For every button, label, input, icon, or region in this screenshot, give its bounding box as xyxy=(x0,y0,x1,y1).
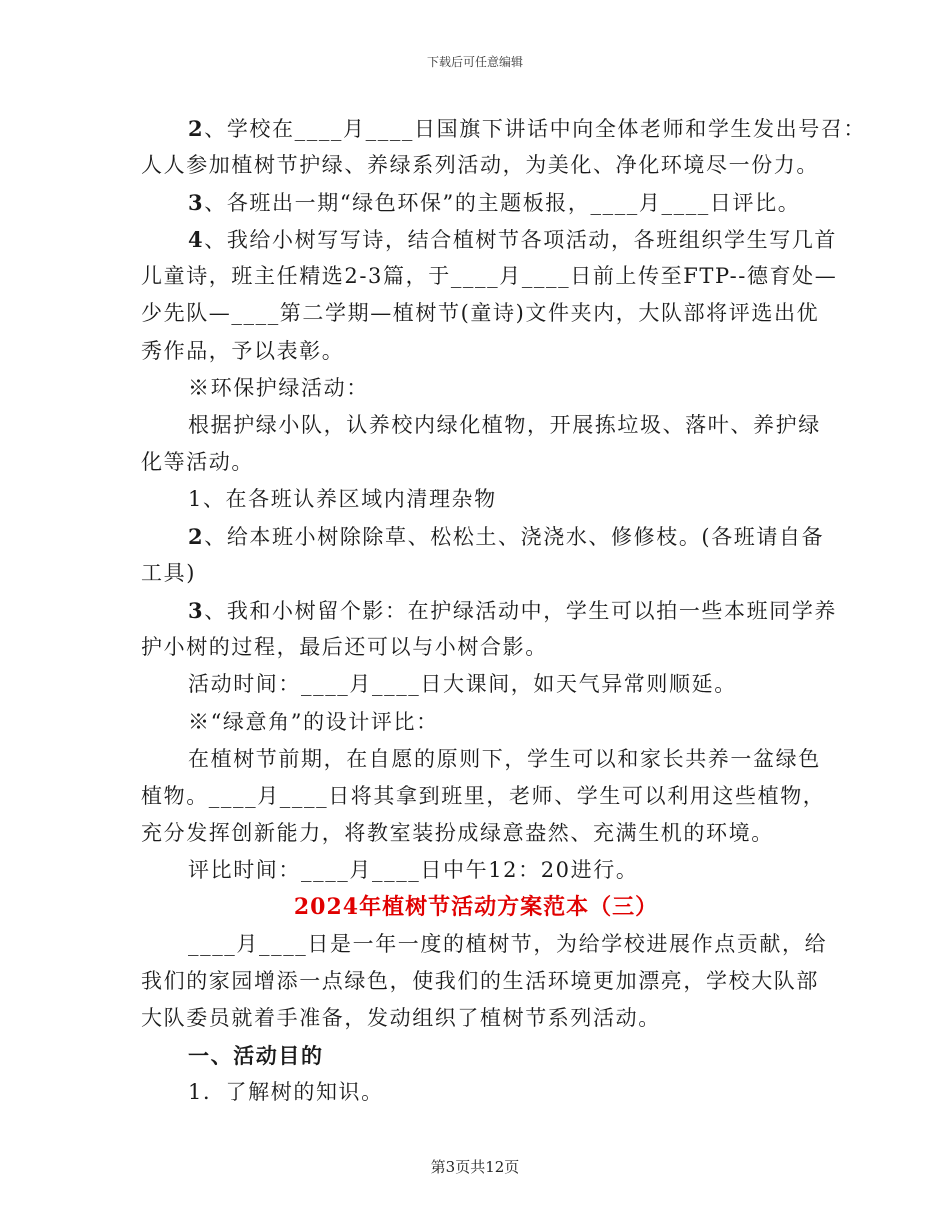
paragraph-line: 2、给本班小树除除草、松松土、浇浇水、修修枝。(各班请自备 xyxy=(188,524,825,550)
paragraph-line: 人人参加植树节护绿、养绿系列活动，为美化、净化环境尽一份力。 xyxy=(141,153,819,178)
item-number: 2 xyxy=(188,524,205,550)
paragraph-line: 根据护绿小队，认养校内绿化植物，开展拣垃圾、落叶、养护绿 xyxy=(188,412,821,437)
paragraph-line: 化等活动。 xyxy=(141,449,254,474)
paragraph-line: 4、我给小树写写诗，结合植树节各项活动，各班组织学生写几首 xyxy=(188,227,838,253)
paragraph-line: 2、学校在____月____日国旗下讲话中向全体老师和学生发出号召： xyxy=(188,116,867,141)
paragraph-line: 在植树节前期，在自愿的原则下，学生可以和家长共养一盆绿色 xyxy=(188,746,821,771)
page-header-note: 下载后可任意编辑 xyxy=(426,55,523,69)
paragraph-line: ____月____日是一年一度的植树节，为给学校进展作点贡献，给 xyxy=(188,932,828,957)
item-number: 3 xyxy=(188,598,205,624)
section-marker: ※环保护绿活动： xyxy=(188,375,369,400)
paragraph-line: 护小树的过程，最后还可以与小树合影。 xyxy=(141,635,548,660)
page-number: 第3页共12页 xyxy=(430,1158,520,1176)
section-title: 2024年植树节活动方案范本（三） xyxy=(293,893,659,920)
paragraph-line: 秀作品，予以表彰。 xyxy=(141,338,345,363)
paragraph-line: 3、各班出一期“绿色环保”的主题板报，____月____日评比。 xyxy=(188,190,801,216)
paragraph-line: 3、我和小树留个影：在护绿活动中，学生可以拍一些本班同学养 xyxy=(188,598,838,624)
item-number: 4 xyxy=(188,227,205,253)
paragraph-line: 工具) xyxy=(141,561,196,586)
document-body xyxy=(141,110,867,1112)
paragraph-line: 大队委员就着手准备，发动组织了植树节系列活动。 xyxy=(141,1006,661,1031)
item-number: 2 xyxy=(188,116,205,141)
paragraph-line: 植物。____月____日将其拿到班里，老师、学生可以利用这些植物， xyxy=(141,783,826,808)
item-number: 3 xyxy=(188,190,205,216)
paragraph-line: 活动时间：____月____日大课间，如天气异常则顺延。 xyxy=(188,672,737,697)
paragraph-line: 少先队—____第二学期—植树节(童诗)文件夹内，大队部将评选出优 xyxy=(141,301,820,326)
paragraph-line: 1．了解树的知识。 xyxy=(188,1080,384,1105)
paragraph-line: 我们的家园增添一点绿色，使我们的生活环境更加漂亮，学校大队部 xyxy=(141,969,819,994)
subsection-heading: 一、活动目的 xyxy=(188,1043,324,1069)
section-marker: ※“绿意角”的设计评比： xyxy=(188,709,439,734)
paragraph-line: 充分发挥创新能力，将教室装扮成绿意盎然、充满生机的环境。 xyxy=(141,820,774,845)
paragraph-line: 儿童诗，班主任精选2-3篇，于____月____日前上传至FTP--德育处— xyxy=(141,264,838,289)
paragraph-line: 评比时间：____月____日中午12：20进行。 xyxy=(188,857,639,882)
paragraph-line: 1、在各班认养区域内清理杂物 xyxy=(188,486,497,511)
